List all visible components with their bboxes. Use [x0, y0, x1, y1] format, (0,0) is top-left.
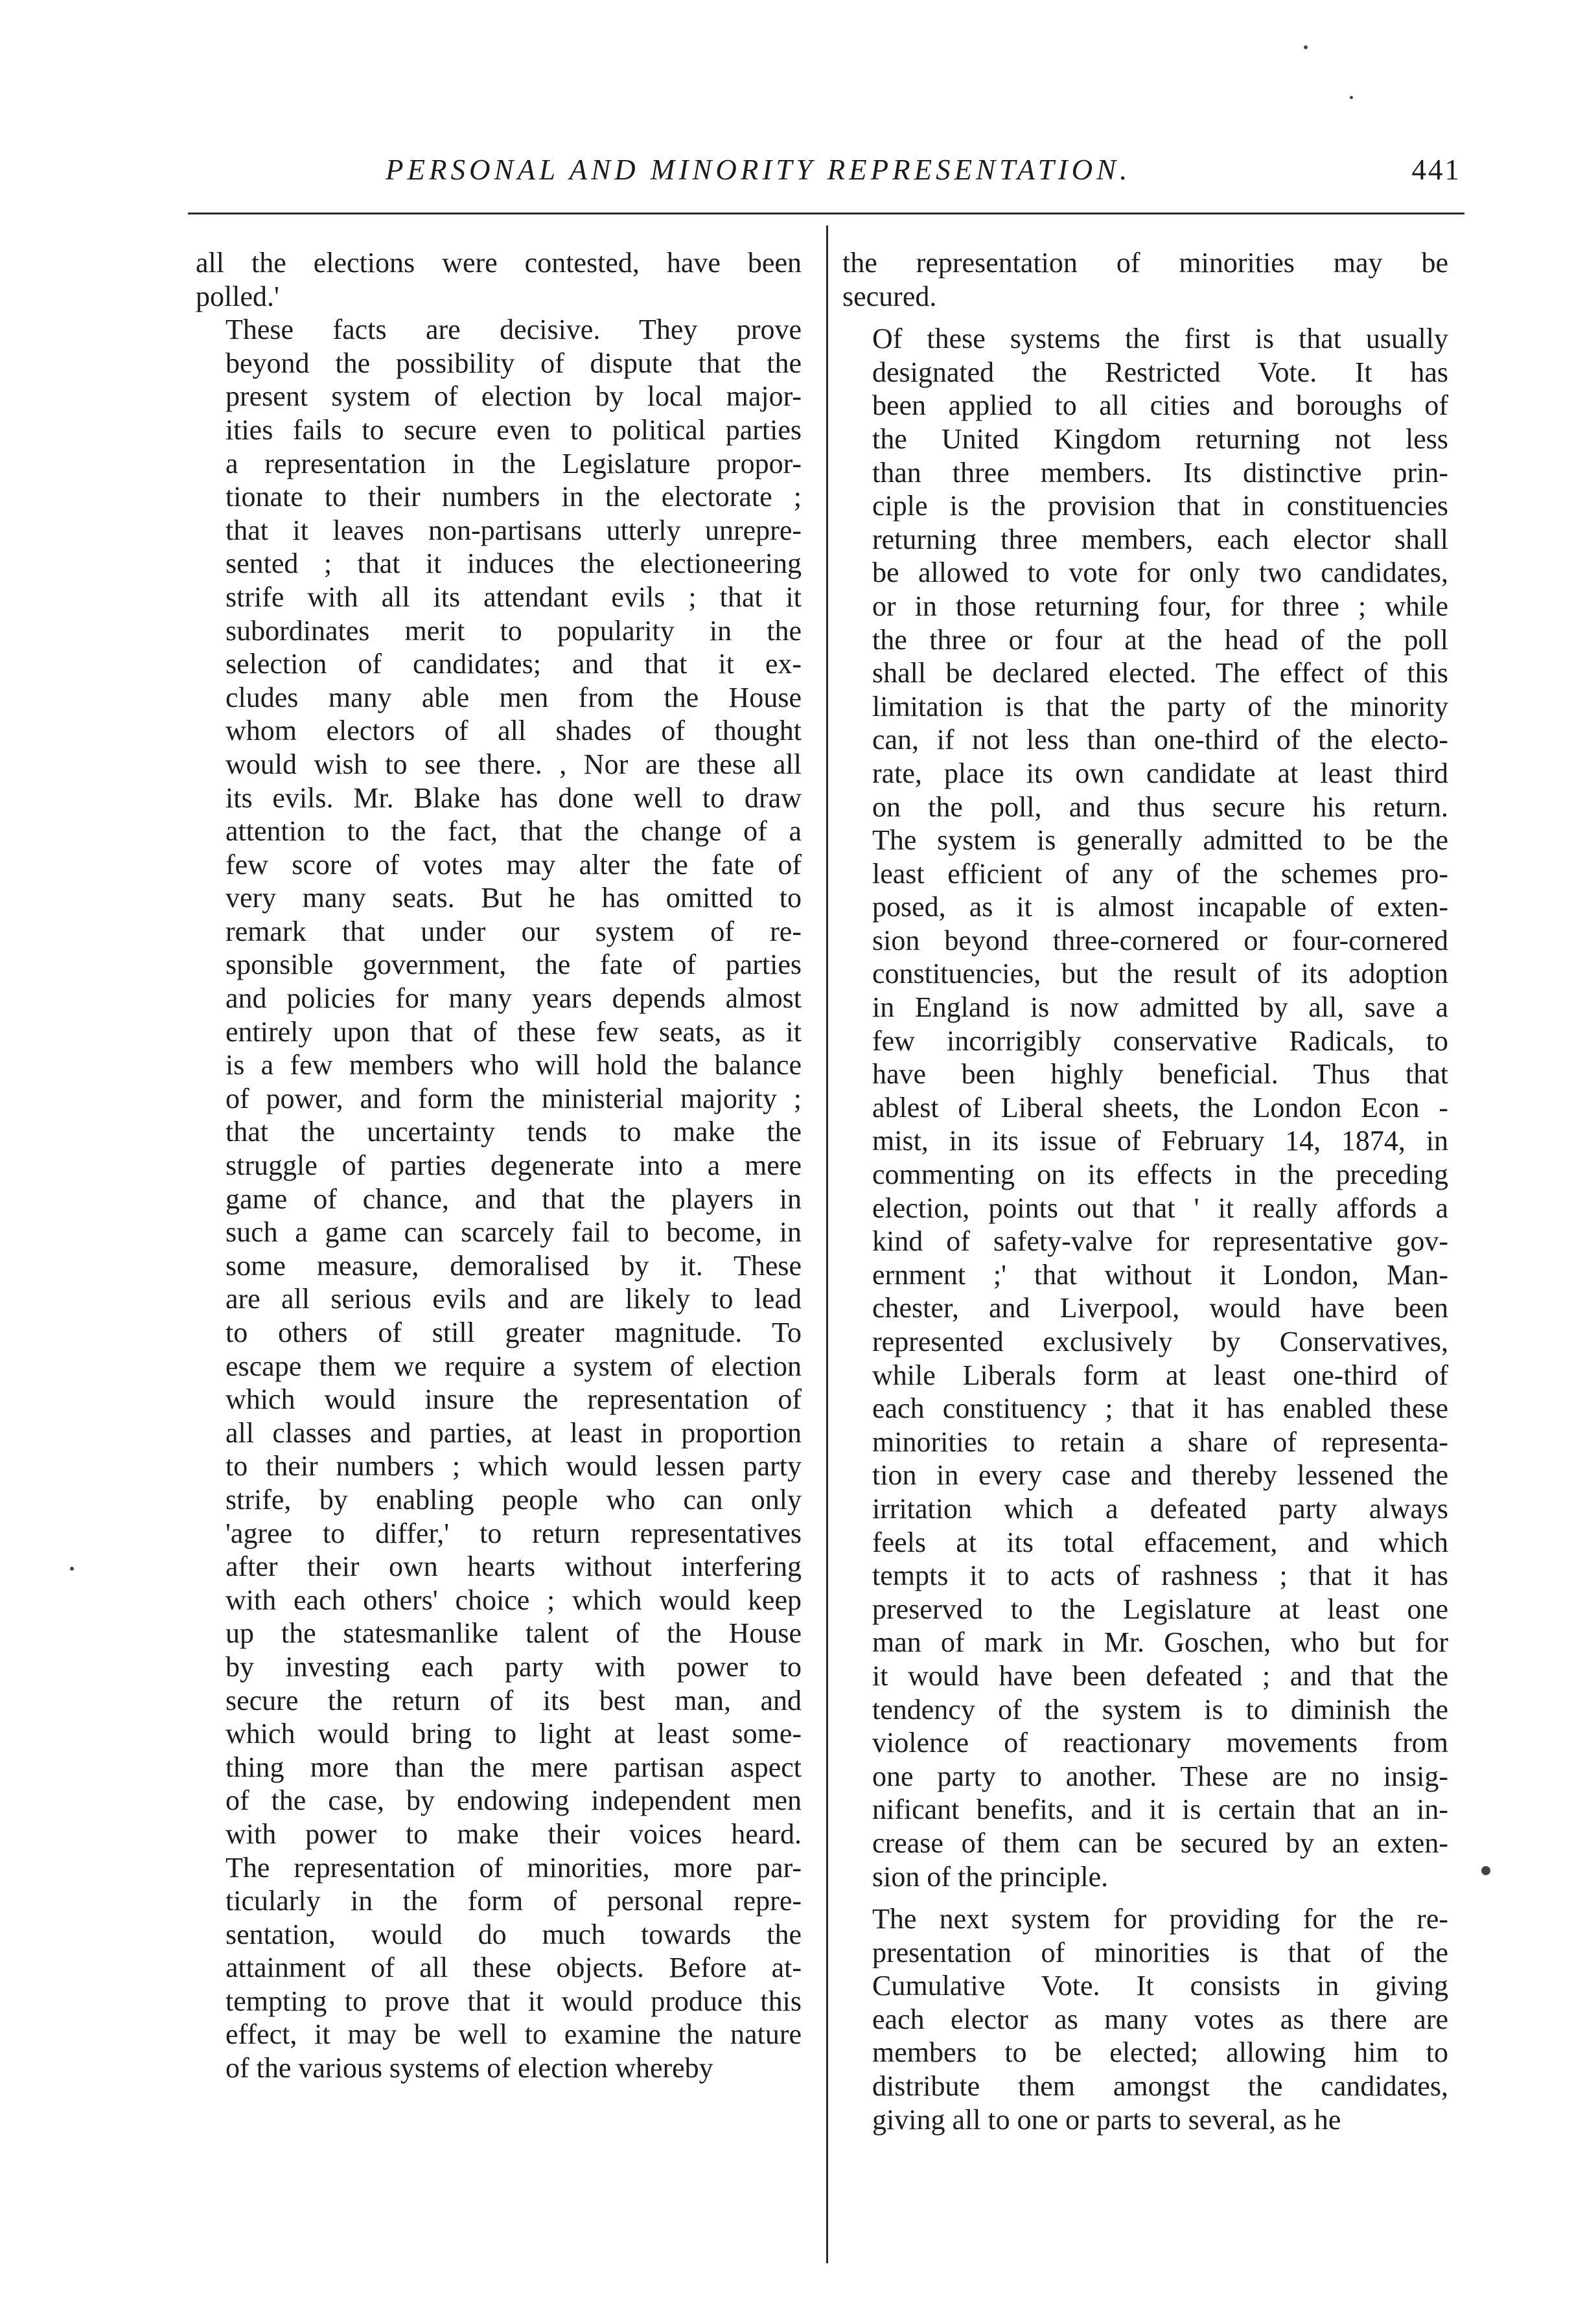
- text-line: entirely upon that of these few seats, as it: [226, 1015, 802, 1048]
- text-line: or in those returning four, for three ; while: [872, 590, 1448, 622]
- text-line: tion in every case and thereby lessened the: [872, 1459, 1448, 1492]
- text-line: polled.': [196, 280, 279, 312]
- text-line: feels at its total effacement, and which: [872, 1526, 1448, 1558]
- text-line: tempting to prove that it would produce this: [226, 1985, 802, 2017]
- right-column: [842, 246, 1448, 2136]
- text-line: The representation of minorities, more par-: [226, 1851, 802, 1884]
- text-line: of the case, by endowing independent men: [226, 1784, 802, 1817]
- text-line: on the poll, and thus secure his return.: [872, 790, 1448, 823]
- running-title: PERSONAL AND MINORITY REPRESENTATION.: [386, 154, 1131, 186]
- text-line: with each others' choice ; which would keep: [226, 1584, 802, 1616]
- text-line: after their own hearts without interfering: [226, 1551, 802, 1583]
- text-line: with power to make their voices heard.: [226, 1817, 802, 1850]
- scan-speck: [1304, 45, 1308, 49]
- text-line: game of chance, and that the players in: [226, 1183, 802, 1215]
- text-line: one party to another. These are no insig-: [872, 1760, 1448, 1792]
- text-line: preserved to the Legislature at least one: [872, 1593, 1448, 1625]
- text-line: violence of reactionary movements from: [872, 1727, 1448, 1759]
- text-line: the three or four at the head of the poll: [872, 623, 1448, 656]
- text-line: nificant benefits, and it is certain that an in-: [872, 1794, 1448, 1826]
- text-line: giving all to one or parts to several, as he: [872, 2103, 1341, 2136]
- page-number: 441: [1411, 154, 1461, 186]
- column-divider: [826, 225, 828, 2263]
- paragraph: [842, 322, 1448, 1893]
- text-line: distribute them amongst the candidates,: [872, 2070, 1448, 2103]
- text-line: crease of them can be secured by an exten-: [872, 1827, 1448, 1859]
- scan-speck: [1481, 1866, 1490, 1875]
- text-line: present system of election by local major-: [226, 380, 802, 413]
- text-line: cludes many able men from the House: [226, 681, 802, 713]
- text-line: have been highly beneficial. Thus that: [872, 1058, 1448, 1090]
- text-line: thing more than the mere partisan aspect: [226, 1751, 802, 1783]
- text-line: struggle of parties degenerate into a mere: [226, 1149, 802, 1182]
- text-line: all the elections were contested, have been: [196, 247, 802, 279]
- text-line: be allowed to vote for only two candidates,: [872, 557, 1448, 589]
- text-line: secure the return of its best man, and: [226, 1684, 802, 1716]
- text-line: of the various systems of election whereby: [226, 2052, 713, 2084]
- text-line: of power, and form the ministerial majority ;: [226, 1082, 802, 1114]
- text-line: each elector as many votes as there are: [872, 2003, 1448, 2035]
- text-line: which would insure the representation of: [226, 1383, 802, 1416]
- text-line: and policies for many years depends almost: [226, 982, 802, 1015]
- paragraph: [196, 313, 802, 2084]
- text-line: is a few members who will hold the balance: [226, 1049, 802, 1081]
- text-line: been applied to all cities and boroughs of: [872, 389, 1448, 422]
- text-line: than three members. Its distinctive prin-: [872, 456, 1448, 489]
- text-line: its evils. Mr. Blake has done well to draw: [226, 781, 802, 814]
- scan-speck: [1350, 96, 1353, 99]
- text-line: it would have been defeated ; and that the: [872, 1659, 1448, 1692]
- text-line: secured.: [842, 280, 937, 312]
- text-line: in England is now admitted by all, save a: [872, 991, 1448, 1024]
- text-line: election, points out that ' it really affords a: [872, 1192, 1448, 1224]
- text-line: attention to the fact, that the change of a: [226, 815, 802, 848]
- text-line: sion beyond three-cornered or four-cornered: [872, 924, 1448, 956]
- text-line: remark that under our system of re-: [226, 915, 802, 947]
- scan-speck: [70, 1567, 74, 1571]
- text-line: effect, it may be well to examine the nature: [226, 2018, 802, 2051]
- paragraph: [842, 246, 1448, 313]
- text-line: whom electors of all shades of thought: [226, 715, 802, 747]
- text-line: 'agree to differ,' to return representatives: [226, 1517, 802, 1549]
- text-line: man of mark in Mr. Goschen, who but for: [872, 1626, 1448, 1659]
- text-line: each constituency ; that it has enabled these: [872, 1392, 1448, 1425]
- text-line: very many seats. But he has omitted to: [226, 882, 802, 914]
- text-line: tendency of the system is to diminish the: [872, 1693, 1448, 1725]
- text-line: tempts it to acts of rashness ; that it has: [872, 1560, 1448, 1592]
- text-line: the representation of minorities may be: [842, 247, 1448, 279]
- text-line: returning three members, each elector shall: [872, 523, 1448, 555]
- text-line: up the statesmanlike talent of the House: [226, 1617, 802, 1650]
- text-line: by investing each party with power to: [226, 1650, 802, 1683]
- text-line: rate, place its own candidate at least third: [872, 757, 1448, 789]
- text-line: beyond the possibility of dispute that the: [226, 347, 802, 379]
- text-line: that the uncertainty tends to make the: [226, 1116, 802, 1148]
- text-line: can, if not less than one-third of the electo-: [872, 724, 1448, 756]
- text-line: few score of votes may alter the fate of: [226, 848, 802, 881]
- text-line: while Liberals form at least one-third of: [872, 1359, 1448, 1391]
- text-line: strife with all its attendant evils ; that it: [226, 581, 802, 613]
- text-line: represented exclusively by Conservatives,: [872, 1326, 1448, 1357]
- text-line: irritation which a defeated party always: [872, 1492, 1448, 1525]
- running-header: [386, 153, 1461, 192]
- text-line: to others of still greater magnitude. To: [226, 1317, 802, 1348]
- text-line: ciple is the provision that in constituencies: [872, 490, 1448, 522]
- text-line: mist, in its issue of February 14, 1874, in: [872, 1125, 1448, 1157]
- text-line: all classes and parties, at least in proportion: [226, 1416, 802, 1449]
- text-line: which would bring to light at least some-: [226, 1718, 802, 1750]
- text-line: kind of safety-valve for representative gov-: [872, 1225, 1448, 1258]
- text-line: would wish to see there. , Nor are these all: [226, 748, 802, 780]
- text-line: limitation is that the party of the minority: [872, 690, 1448, 722]
- text-line: a representation in the Legislature propor-: [226, 447, 802, 479]
- text-line: sentation, would do much towards the: [226, 1918, 802, 1950]
- header-rule: [188, 213, 1464, 214]
- text-line: to their numbers ; which would lessen party: [226, 1450, 802, 1483]
- text-line: shall be declared elected. The effect of this: [872, 657, 1448, 689]
- text-line: are all serious evils and are likely to lead: [226, 1283, 802, 1315]
- text-line: constituencies, but the result of its adoption: [872, 958, 1448, 990]
- text-line: presentation of minorities is that of the: [872, 1936, 1448, 1968]
- text-line: posed, as it is almost incapable of exten-: [872, 891, 1448, 923]
- text-line: These facts are decisive. They prove: [226, 314, 802, 346]
- text-line: sponsible government, the fate of parties: [226, 949, 802, 981]
- text-line: Cumulative Vote. It consists in giving: [872, 1970, 1448, 2002]
- text-line: least efficient of any of the schemes pro-: [872, 857, 1448, 890]
- text-line: minorities to retain a share of representa-: [872, 1425, 1448, 1458]
- paragraph: [842, 1902, 1448, 2136]
- text-line: commenting on its effects in the preceding: [872, 1159, 1448, 1191]
- text-line: sented ; that it induces the electioneering: [226, 548, 802, 580]
- text-line: subordinates merit to popularity in the: [226, 614, 802, 647]
- text-line: ities fails to secure even to political parties: [226, 413, 802, 446]
- text-line: few incorrigibly conservative Radicals, to: [872, 1024, 1448, 1057]
- text-line: designated the Restricted Vote. It has: [872, 356, 1448, 388]
- text-line: some measure, demoralised by it. These: [226, 1249, 802, 1282]
- text-line: ernment ;' that without it London, Man-: [872, 1258, 1448, 1291]
- text-line: The system is generally admitted to be the: [872, 824, 1448, 857]
- text-line: chester, and Liverpool, would have been: [872, 1292, 1448, 1324]
- left-column: [196, 246, 802, 2085]
- text-line: attainment of all these objects. Before at-: [226, 1952, 802, 1984]
- text-line: escape them we require a system of election: [226, 1350, 802, 1382]
- text-line: that it leaves non-partisans utterly unrepre-: [226, 514, 802, 546]
- text-line: members to be elected; allowing him to: [872, 2036, 1448, 2069]
- text-line: strife, by enabling people who can only: [226, 1483, 802, 1516]
- text-line: such a game can scarcely fail to become, in: [226, 1216, 802, 1249]
- text-line: ablest of Liberal sheets, the London Econ -: [872, 1091, 1448, 1124]
- text-line: ticularly in the form of personal repre-: [226, 1885, 802, 1917]
- text-line: sion of the principle.: [872, 1860, 1109, 1893]
- text-line: The next system for providing for the re-: [872, 1903, 1448, 1935]
- text-line: selection of candidates; and that it ex-: [226, 648, 802, 680]
- text-line: tionate to their numbers in the electorate ;: [226, 481, 802, 513]
- paragraph: [196, 246, 802, 313]
- text-line: Of these systems the first is that usually: [872, 323, 1448, 355]
- text-line: the United Kingdom returning not less: [872, 422, 1448, 455]
